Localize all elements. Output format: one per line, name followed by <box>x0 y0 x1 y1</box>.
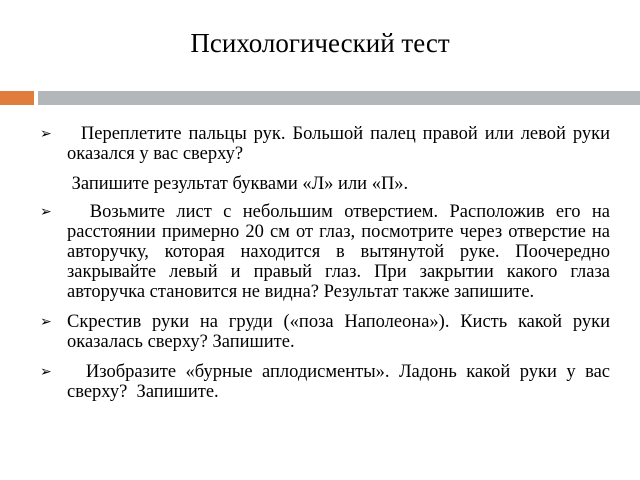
divider-bar <box>38 91 640 105</box>
list-item <box>40 362 615 402</box>
list-item-text: Изобразите «бурные аплодисменты». Ладонь какой руки у вас сверху? Запишите. <box>67 362 615 402</box>
slide-title: Психологический тест <box>190 28 450 58</box>
list-item-text: Переплетите пальцы рук. Большой палец правой или левой руки оказался у вас сверху? <box>67 124 615 164</box>
arrowhead-bullet-icon: ➢ <box>40 364 52 380</box>
list-item <box>40 124 615 164</box>
arrowhead-bullet-icon: ➢ <box>40 204 52 220</box>
list-item <box>40 202 615 302</box>
arrowhead-bullet-icon: ➢ <box>40 126 52 142</box>
list-item-text: Скрестив руки на груди («поза Наполеона»). Кисть какой руки оказалась сверху? Запишите. <box>67 312 615 352</box>
arrowhead-bullet-icon: ➢ <box>40 314 52 330</box>
list-item-text: Запишите результат буквами «Л» или «П». <box>67 174 409 194</box>
title-divider <box>0 91 640 105</box>
divider-accent-block <box>0 91 34 105</box>
list-item-text: Возьмите лист с небольшим отверстием. Расположив его на расстоянии примерно 20 см от глаз, посмотрите через отверстие на авторучку, которая находится в вытянутой руке. Поочередно закрывайте левый и правый глаз. При закрытии какого глаза авторучка становится не видна? Результат также запишите. <box>67 202 615 302</box>
list-item <box>40 312 615 352</box>
list-item <box>40 174 610 194</box>
bullet-list <box>40 124 615 412</box>
